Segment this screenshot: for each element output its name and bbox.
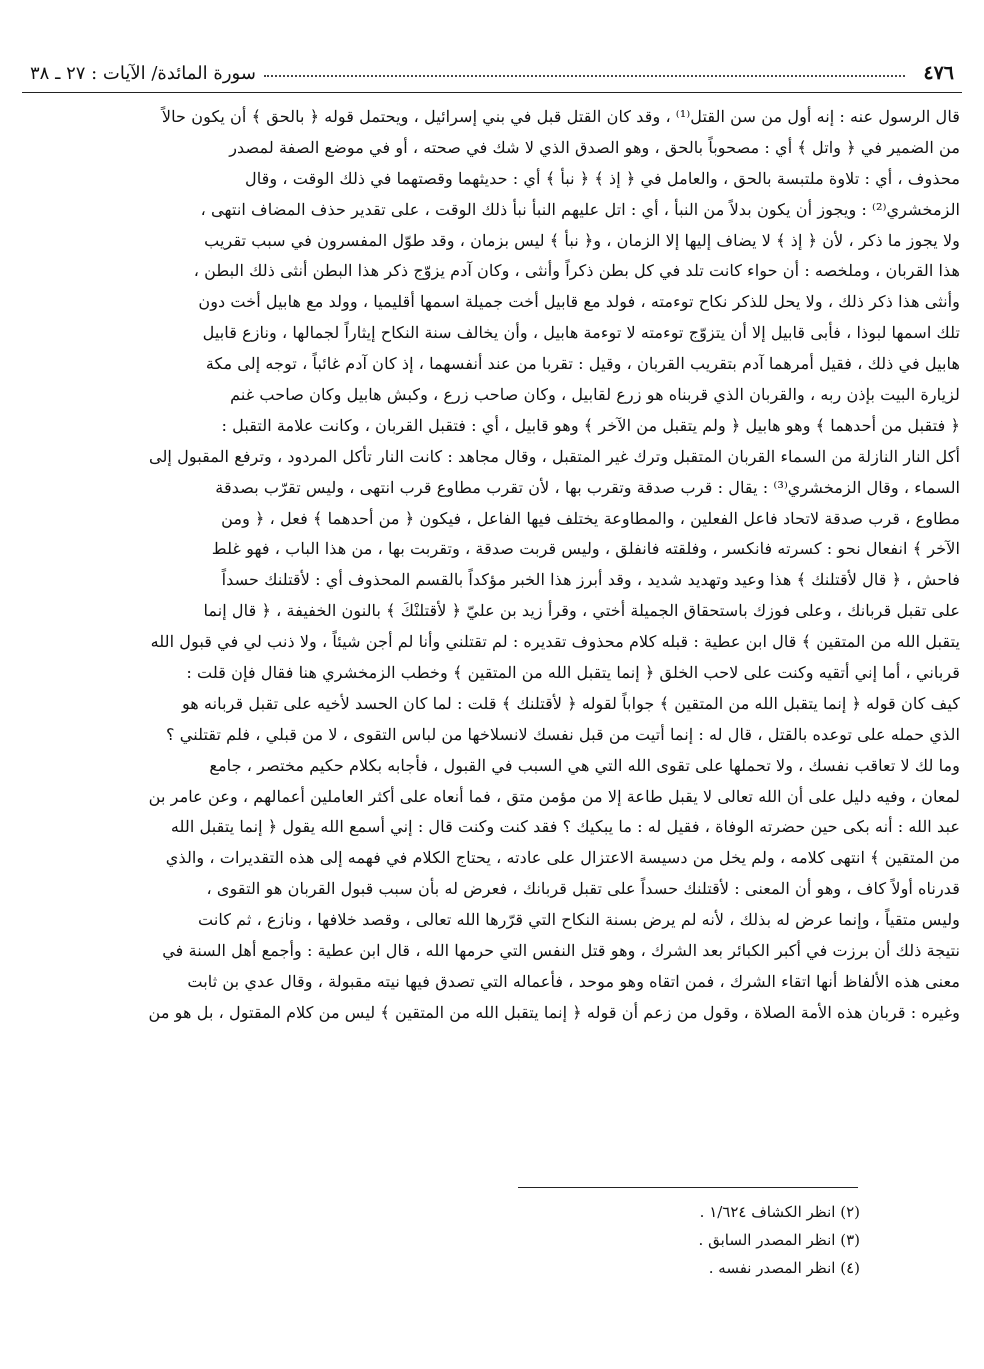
body-line: وغيره : قربان هذه الأمة الصلاة ، وقول من زعم أن قوله ﴿ إنما يتقبل الله من المتقين ﴾ ليس من كلام المقتول ، بل هو من: [148, 1002, 960, 1022]
body-line: قدرناه أولاً كاف ، وهو أن المعنى : لأقتلنك حسداً على تقبل قربانك ، فعرض له بأن سبب قبول القربان هو التقوى ،: [206, 879, 960, 899]
body-line: أكل النار النازلة من السماء القربان المتقبل وترك غير المتقبل ، وقال مجاهد : كانت النار تأكل المردود ، وترفع المقبول إلى: [149, 446, 960, 466]
body-line: هابيل في ذلك ، فقيل أمرهما آدم بتقريب القربان ، وقيل : تقربا من عند أنفسهما ، إذ كان آدم غائباً ، توجه إلى مكة: [205, 354, 960, 374]
body-line: وأنثى هذا ذكر ذلك ، ولا يحل للذكر نكاح توءمته ، فولد مع قابيل أخت جميلة اسمها أقليميا ، وولد مع هابيل أخت دون: [198, 292, 960, 312]
body-line: يتقبل الله من المتقين ﴾ قال ابن عطية : قبله كلام محذوف تقديره : لم تقتلني وأنا لم أجن شيئاً ، ولا ذنب لي في قبول الله: [150, 632, 960, 652]
body-line: مطاوع ، قرب صدقة لاتحاد فاعل الفعلين ، والمطاوعة يختلف فيها الفاعل ، فيكون ﴿ من أحدهما ﴾ فعل ، ﴿ ومن: [221, 508, 960, 528]
body-line: هذا القربان ، وملخصه : أن حواء كانت تلد في كل بطن ذكراً وأنثى ، وكان آدم يزوّج ذكر هذا البطن أنثى ذلك البطن ،: [193, 261, 960, 281]
body-line: عبد الله : أنه بكى حين حضرته الوفاة ، فقيل له : ما يبكيك ؟ فقد كنت وكنت قال : إني أسمع الله يقول ﴿ إنما يتقبل الله: [170, 817, 960, 837]
footnote: (٤) انظر المصدر نفسه .: [708, 1259, 860, 1277]
body-line: على تقبل قربانك ، وعلى فوزك باستحقاق الجميلة أختي ، وقرأ زيد بن عليّ ﴿ لأقتلنْكَ ﴾ بالنون الخفيفة ، ﴿ قال إنما: [203, 601, 960, 621]
body-line: من المتقين ﴾ انتهى كلامه ، ولم يخل من دسيسة الاعتزال على عادته ، يحتاج الكلام في فهمه إلى هذه التقديرات ، والذي: [165, 848, 960, 868]
body-line: لمعان ، وفيه دليل على أن الله تعالى لا يقبل طاعة إلا من مؤمن متق ، فما أنعاه على أكثر العاملين أعمالهم ، وعن عامر بن: [148, 786, 960, 806]
body-line: من الضمير في ﴿ واتل ﴾ أي : مصحوباً بالحق ، وهو الصدق الذي لا شك في صحته ، أو في موضع الصفة لمصدر: [229, 137, 960, 157]
body-line: محذوف ، أي : تلاوة ملتبسة بالحق ، والعامل في ﴿ إذ ﴾ ﴿ نبأ ﴾ أي : حديثهما وقصتهما في ذلك الوقت ، وقال: [244, 168, 960, 188]
body-line: وما لك لا تعاقب نفسك ، ولا تحملها على تقوى الله التي هي السبب في القبول ، فأجابه بكلام حكيم مختصر ، جامع: [209, 755, 960, 775]
body-line: نتيجة ذلك أن برزت في أكبر الكبائر بعد الشرك ، وهو قتل النفس التي حرمها الله ، قال ابن عطية : وأجمع أهل السنة في: [162, 941, 960, 961]
body-line: قال الرسول عنه : إنه أول من سن القتل⁽¹⁾ ، وقد كان القتل قبل في بني إسرائيل ، ويحتمل قوله ﴿ بالحق ﴾ أن يكون حالاً: [161, 107, 960, 126]
running-title: سورة المائدة/ الآيات : ٢٧ ـ ٣٨: [30, 62, 256, 84]
body-line: فاحش ، ﴿ قال لأقتلنك ﴾ هذا وعيد وتهديد شديد ، وقد أبرز هذا الخبر مؤكداً بالقسم المحذوف أي : لأقتلنك حسداً: [221, 570, 960, 590]
header-rule: [22, 92, 962, 93]
footnote: (٢) انظر الكشاف ١/٦٢٤ .: [699, 1203, 860, 1221]
header-dot-leader: [264, 75, 905, 77]
body-line: السماء ، وقال الزمخشري⁽³⁾ : يقال : قرب صدقة وتقرب بها ، لأن تقرب مطاوع قرب انتهى ، وليس تقرّب بصدقة: [215, 477, 960, 497]
body-line: وليس متقياً ، وإنما عرض له بذلك ، لأنه لم يرض بسنة النكاح التي قرّرها الله تعالى ، وقصد خلافها ، ونازع ، ثم كانت: [197, 910, 960, 930]
body-line: الآخر ﴾ انفعال نحو : كسرته فانكسر ، وفلقته فانفلق ، وليس قربت صدقة ، وتقربت بها ، من هذا الباب ، فهو غلط: [211, 539, 960, 559]
page-number: ٤٧٦: [923, 62, 954, 84]
body-line: لزيارة البيت بإذن ربه ، والقربان الذي قربناه هو زرع لقابيل ، وكان صاحب زرع ، وكبش هابيل وكان صاحب غنم: [230, 385, 960, 405]
body-line: قرباني ، أما إني أتقيه وكنت على لاحب الخلق ﴿ إنما يتقبل الله من المتقين ﴾ وخطب الزمخشري هنا فقال فإن قلت :: [186, 663, 960, 683]
body-line: معنى هذه الألفاظ أنها اتقاء الشرك ، فمن اتقاه وهو موحد ، فأعماله التي تصدق فيها نيته مقبولة ، وقال عدي بن ثابت: [187, 971, 960, 991]
body-line: تلك اسمها لبوذا ، فأبى قابيل إلا أن يتزوّج توءمته لا توءمة هابيل ، وأن يخالف سنة النكاح إيثاراً لجمالها ، ونازع قابيل: [202, 323, 960, 343]
body-text: [30, 102, 960, 1029]
body-line: ولا يجوز ما ذكر ، لأن ﴿ إذ ﴾ لا يضاف إليها إلا الزمان ، و﴿ نبأ ﴾ ليس بزمان ، وقد طوّل المفسرون في سبب تقريب: [204, 230, 960, 250]
footnote: (٣) انظر المصدر السابق .: [698, 1231, 860, 1249]
footnote-rule: [518, 1187, 858, 1188]
page-header: [30, 56, 954, 90]
body-line: كيف كان قوله ﴿ إنما يتقبل الله من المتقين ﴾ جواباً لقوله ﴿ لأقتلنك ﴾ قلت : لما كان الحسد لأخيه على تقبل قربانه هو: [181, 693, 960, 713]
footnotes: [300, 1198, 860, 1282]
body-line: الذي حمله على توعده بالقتل ، قال له : إنما أتيت من قبل نفسك لانسلاخها من لباس التقوى ، لا من قبلي ، فلم تقتلني ؟: [165, 724, 960, 744]
body-line: الزمخشري⁽²⁾ : ويجوز أن يكون بدلاً من النبأ ، أي : اتل عليهم النبأ نبأ ذلك الوقت ، على تقدير حذف المضاف انتهى ،: [200, 199, 960, 219]
body-line: ﴿ فتقبل من أحدهما ﴾ وهو هابيل ﴿ ولم يتقبل من الآخر ﴾ وهو قابيل ، أي : فتقبل القربان ، وكانت علامة التقبل :: [221, 415, 960, 435]
